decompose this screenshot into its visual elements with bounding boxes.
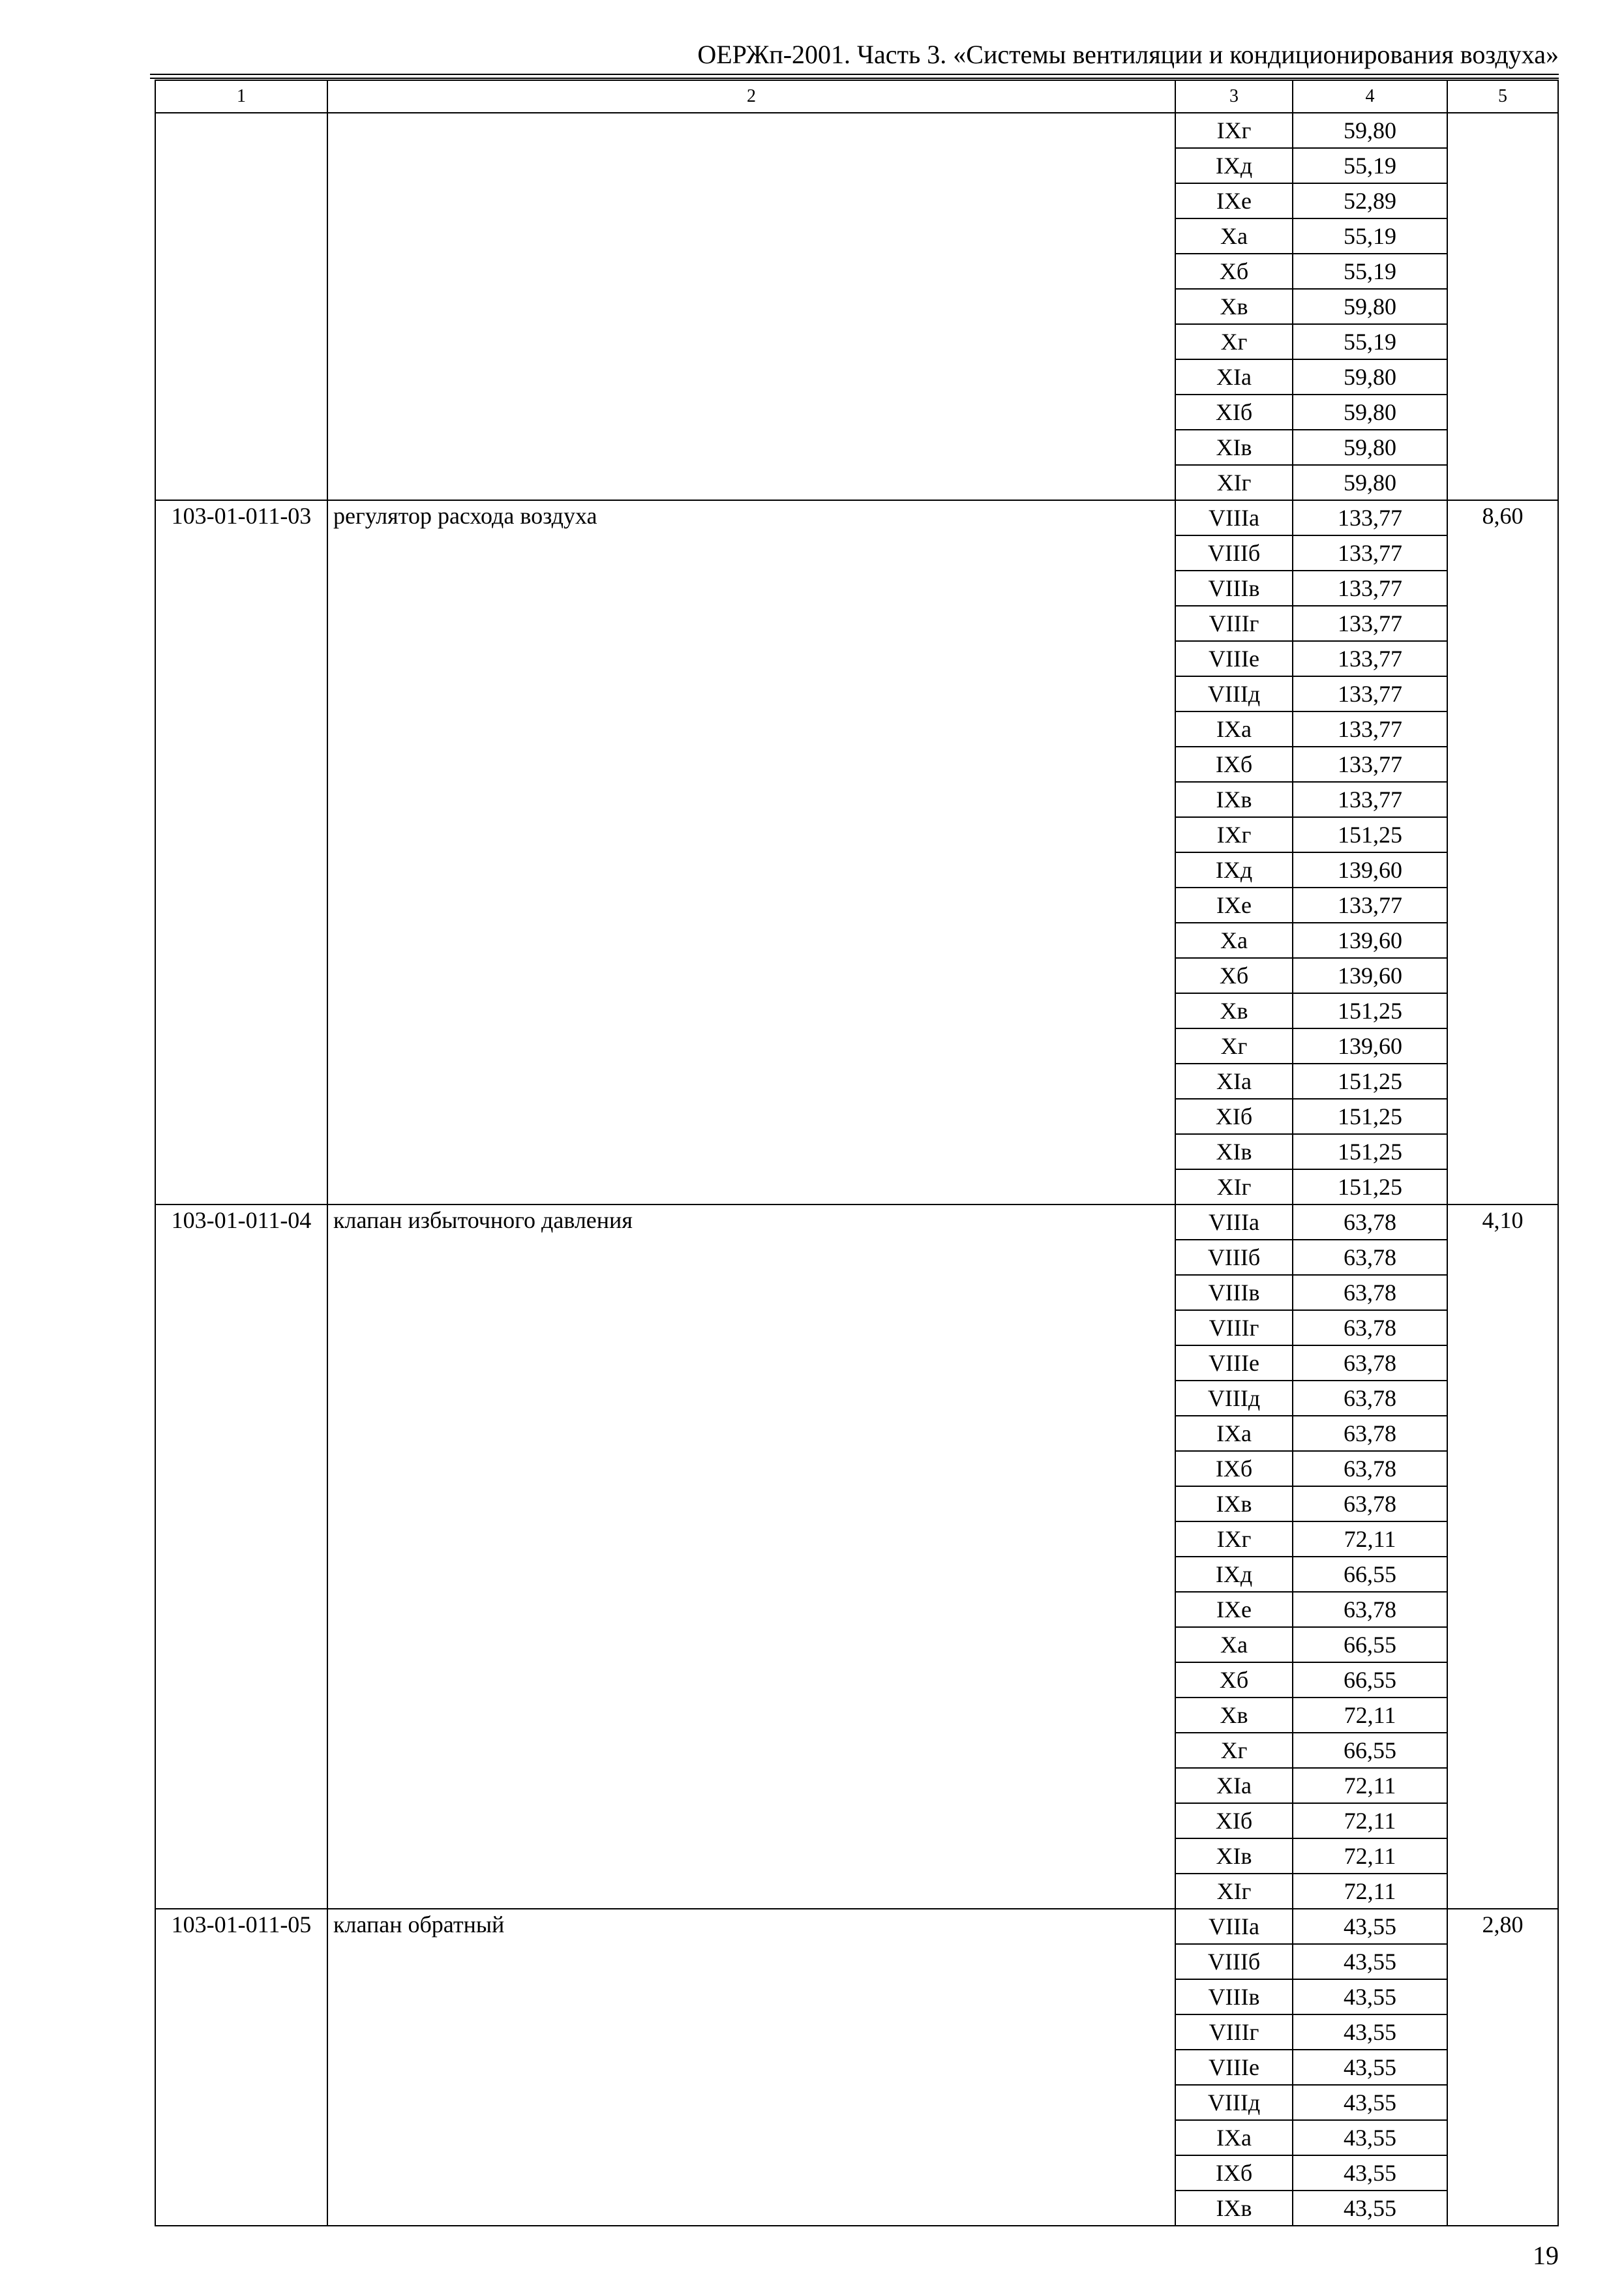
mass-cell <box>1447 113 1558 500</box>
price-cell: 151,25 <box>1293 1134 1447 1169</box>
zone-cell: VIIIд <box>1175 676 1293 711</box>
table-row <box>155 500 1558 535</box>
zone-cell: Xб <box>1175 1662 1293 1698</box>
price-cell: 59,80 <box>1293 395 1447 430</box>
price-cell: 43,55 <box>1293 2050 1447 2085</box>
zone-cell: VIIIа <box>1175 1909 1293 1944</box>
price-cell: 139,60 <box>1293 1028 1447 1064</box>
price-cell: 55,19 <box>1293 148 1447 183</box>
zone-cell: IXб <box>1175 1451 1293 1486</box>
price-cell: 133,77 <box>1293 747 1447 782</box>
header-col-2: 2 <box>327 80 1175 113</box>
table-row <box>155 1909 1558 1944</box>
rates-table <box>155 80 1559 2226</box>
zone-cell: Xв <box>1175 1698 1293 1733</box>
zone-cell: Xг <box>1175 1733 1293 1768</box>
zone-cell: Xб <box>1175 254 1293 289</box>
price-cell: 52,89 <box>1293 183 1447 218</box>
price-cell: 151,25 <box>1293 1099 1447 1134</box>
zone-cell: XIг <box>1175 1169 1293 1204</box>
price-cell: 133,77 <box>1293 711 1447 747</box>
item-name-cell: клапан избыточного давления <box>327 1204 1175 1909</box>
zone-cell: IXд <box>1175 1557 1293 1592</box>
price-cell: 72,11 <box>1293 1803 1447 1838</box>
price-cell: 139,60 <box>1293 923 1447 958</box>
zone-cell: IXд <box>1175 148 1293 183</box>
zone-cell: IXа <box>1175 2120 1293 2155</box>
zone-cell: XIг <box>1175 1874 1293 1909</box>
zone-cell: Xв <box>1175 289 1293 324</box>
zone-cell: VIIIг <box>1175 2014 1293 2050</box>
price-cell: 133,77 <box>1293 641 1447 676</box>
price-cell: 133,77 <box>1293 500 1447 535</box>
table-row <box>155 113 1558 148</box>
item-code-cell: 103-01-011-03 <box>155 500 327 1204</box>
price-cell: 43,55 <box>1293 1909 1447 1944</box>
price-cell: 66,55 <box>1293 1627 1447 1662</box>
price-cell: 63,78 <box>1293 1381 1447 1416</box>
zone-cell: XIв <box>1175 1838 1293 1874</box>
zone-cell: VIIIд <box>1175 2085 1293 2120</box>
price-cell: 151,25 <box>1293 1169 1447 1204</box>
zone-cell: Xа <box>1175 1627 1293 1662</box>
price-cell: 133,77 <box>1293 888 1447 923</box>
price-cell: 43,55 <box>1293 2014 1447 2050</box>
price-cell: 59,80 <box>1293 113 1447 148</box>
price-cell: 151,25 <box>1293 817 1447 852</box>
price-cell: 72,11 <box>1293 1698 1447 1733</box>
page-number: 19 <box>1533 2241 1559 2270</box>
running-title: ОЕРЖп-2001. Часть 3. «Системы вентиляции и кондиционирования воздуха» <box>697 40 1559 69</box>
zone-cell: VIIIв <box>1175 1979 1293 2014</box>
zone-cell: VIIIв <box>1175 571 1293 606</box>
zone-cell: VIIIд <box>1175 1381 1293 1416</box>
price-cell: 63,78 <box>1293 1240 1447 1275</box>
price-cell: 63,78 <box>1293 1416 1447 1451</box>
price-cell: 66,55 <box>1293 1662 1447 1698</box>
price-cell: 55,19 <box>1293 218 1447 254</box>
title-rule <box>150 78 1559 79</box>
price-cell: 133,77 <box>1293 606 1447 641</box>
zone-cell: XIб <box>1175 395 1293 430</box>
zone-cell: VIIIб <box>1175 1944 1293 1979</box>
zone-cell: Xа <box>1175 923 1293 958</box>
price-cell: 59,80 <box>1293 465 1447 500</box>
zone-cell: XIв <box>1175 1134 1293 1169</box>
mass-cell: 4,10 <box>1447 1204 1558 1909</box>
price-cell: 43,55 <box>1293 2120 1447 2155</box>
price-cell: 63,78 <box>1293 1204 1447 1240</box>
price-cell: 59,80 <box>1293 359 1447 395</box>
zone-cell: IXв <box>1175 2191 1293 2226</box>
zone-cell: Xв <box>1175 993 1293 1028</box>
price-cell: 133,77 <box>1293 535 1447 571</box>
price-cell: 133,77 <box>1293 571 1447 606</box>
zone-cell: VIIIб <box>1175 535 1293 571</box>
price-cell: 55,19 <box>1293 324 1447 359</box>
zone-cell: XIб <box>1175 1803 1293 1838</box>
zone-cell: VIIIг <box>1175 606 1293 641</box>
zone-cell: IXе <box>1175 888 1293 923</box>
price-cell: 66,55 <box>1293 1733 1447 1768</box>
price-cell: 55,19 <box>1293 254 1447 289</box>
zone-cell: Xг <box>1175 324 1293 359</box>
item-code-cell: 103-01-011-04 <box>155 1204 327 1909</box>
zone-cell: IXв <box>1175 782 1293 817</box>
price-cell: 43,55 <box>1293 2085 1447 2120</box>
price-cell: 63,78 <box>1293 1310 1447 1345</box>
price-cell: 72,11 <box>1293 1838 1447 1874</box>
price-cell: 72,11 <box>1293 1521 1447 1557</box>
zone-cell: VIIIа <box>1175 500 1293 535</box>
price-cell: 63,78 <box>1293 1275 1447 1310</box>
zone-cell: VIIIа <box>1175 1204 1293 1240</box>
item-name-cell: регулятор расхода воздуха <box>327 500 1175 1204</box>
table-body <box>155 113 1558 2226</box>
zone-cell: XIв <box>1175 430 1293 465</box>
zone-cell: IXг <box>1175 817 1293 852</box>
price-cell: 43,55 <box>1293 2155 1447 2191</box>
zone-cell: IXа <box>1175 1416 1293 1451</box>
zone-cell: IXб <box>1175 747 1293 782</box>
price-cell: 63,78 <box>1293 1592 1447 1627</box>
zone-cell: IXв <box>1175 1486 1293 1521</box>
price-cell: 151,25 <box>1293 993 1447 1028</box>
price-cell: 63,78 <box>1293 1486 1447 1521</box>
zone-cell: Xг <box>1175 1028 1293 1064</box>
price-cell: 63,78 <box>1293 1345 1447 1381</box>
zone-cell: XIа <box>1175 1768 1293 1803</box>
header-col-3: 3 <box>1175 80 1293 113</box>
zone-cell: VIIIе <box>1175 1345 1293 1381</box>
item-name-cell: клапан обратный <box>327 1909 1175 2226</box>
zone-cell: VIIIе <box>1175 641 1293 676</box>
table-header-row <box>155 80 1558 113</box>
mass-cell: 8,60 <box>1447 500 1558 1204</box>
zone-cell: XIб <box>1175 1099 1293 1134</box>
zone-cell: IXб <box>1175 2155 1293 2191</box>
price-cell: 72,11 <box>1293 1768 1447 1803</box>
zone-cell: IXе <box>1175 183 1293 218</box>
price-cell: 43,55 <box>1293 1979 1447 2014</box>
zone-cell: Xб <box>1175 958 1293 993</box>
price-cell: 133,77 <box>1293 676 1447 711</box>
mass-cell: 2,80 <box>1447 1909 1558 2226</box>
price-cell: 72,11 <box>1293 1874 1447 1909</box>
price-cell: 139,60 <box>1293 958 1447 993</box>
zone-cell: XIа <box>1175 359 1293 395</box>
zone-cell: XIг <box>1175 465 1293 500</box>
zone-cell: IXг <box>1175 113 1293 148</box>
price-cell: 151,25 <box>1293 1064 1447 1099</box>
price-cell: 63,78 <box>1293 1451 1447 1486</box>
price-cell: 133,77 <box>1293 782 1447 817</box>
zone-cell: VIIIв <box>1175 1275 1293 1310</box>
price-cell: 66,55 <box>1293 1557 1447 1592</box>
title-rule <box>150 74 1559 75</box>
zone-cell: VIIIб <box>1175 1240 1293 1275</box>
price-cell: 43,55 <box>1293 1944 1447 1979</box>
zone-cell: VIIIе <box>1175 2050 1293 2085</box>
zone-cell: IXд <box>1175 852 1293 888</box>
price-cell: 43,55 <box>1293 2191 1447 2226</box>
header-col-1: 1 <box>155 80 327 113</box>
item-code-cell: 103-01-011-05 <box>155 1909 327 2226</box>
price-cell: 139,60 <box>1293 852 1447 888</box>
zone-cell: IXе <box>1175 1592 1293 1627</box>
zone-cell: XIа <box>1175 1064 1293 1099</box>
table-row <box>155 1204 1558 1240</box>
price-cell: 59,80 <box>1293 289 1447 324</box>
zone-cell: IXа <box>1175 711 1293 747</box>
zone-cell: VIIIг <box>1175 1310 1293 1345</box>
item-name-cell <box>327 113 1175 500</box>
header-col-4: 4 <box>1293 80 1447 113</box>
header-col-5: 5 <box>1447 80 1558 113</box>
item-code-cell <box>155 113 327 500</box>
zone-cell: IXг <box>1175 1521 1293 1557</box>
price-cell: 59,80 <box>1293 430 1447 465</box>
zone-cell: Xа <box>1175 218 1293 254</box>
